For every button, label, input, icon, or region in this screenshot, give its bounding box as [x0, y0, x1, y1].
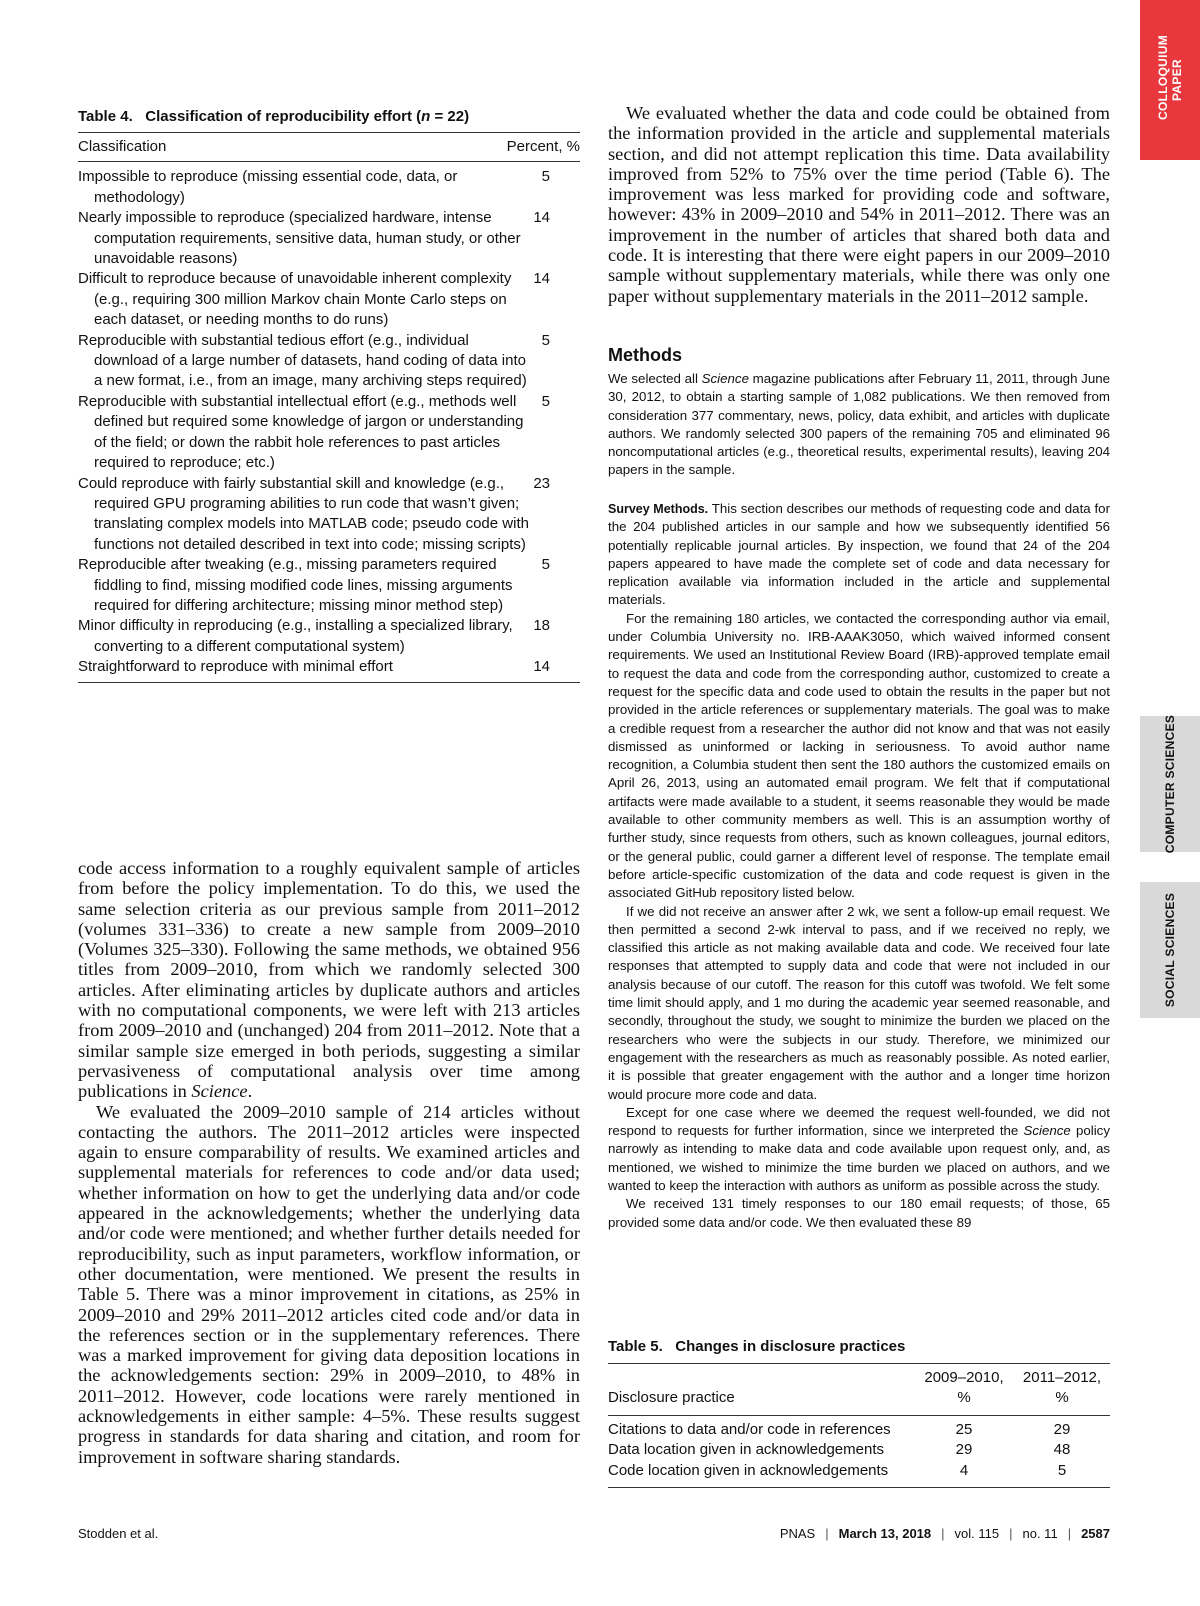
- footer-authors: Stodden et al.: [78, 1526, 159, 1541]
- table5-cell-2011: 29: [1053, 1420, 1071, 1438]
- table4-cell-value: 5: [541, 392, 550, 410]
- table5-cell-2009: 29: [955, 1441, 973, 1459]
- table4-cell-label: Reproducible with substantial intellectual effort (e.g., methods well defined but required some knowledge of jargon or understanding of the field; or down the rabbit hole references to past articles required to reproduce; etc.): [78, 392, 524, 472]
- table5-header: [608, 1364, 1110, 1416]
- methods-p1-italic: Science: [701, 371, 749, 386]
- table4-cell-label: Reproducible after tweaking (e.g., missing parameters required fiddling to find, missing modified code lines, missing arguments required for differing architecture; missing minor method step): [78, 556, 513, 614]
- table-row: [608, 1461, 1110, 1481]
- survey-methods-runin-heading: Survey Methods.: [608, 502, 709, 516]
- footer-separator: |: [1067, 1526, 1072, 1541]
- table4-cell-label: Nearly impossible to reproduce (specialized hardware, intense computation requirements, sensitive data, human study, or other unavoidable reasons): [78, 209, 521, 268]
- table4-cell-label: Reproducible with substantial tedious effort (e.g., individual download of a large number of datasets, hand coding of data into a new format, i.e., from an image, many archiving steps required): [78, 331, 527, 390]
- table4-cell-value: 14: [533, 270, 550, 288]
- table5: [608, 1363, 1110, 1488]
- table4: [78, 132, 580, 683]
- methods-p1-a: We selected all: [608, 371, 702, 386]
- footer-separator: |: [825, 1526, 829, 1541]
- table4-caption-n: n: [421, 108, 431, 125]
- computer-sciences-tab: [1140, 716, 1200, 852]
- table5-cell-practice: Data location given in acknowledgements: [608, 1441, 884, 1459]
- left-p1-text: code access information to a roughly equivalent sample of articles from before the policy implementation. To do this, we used the same selection criteria as our previous sample from 2011–2012 (volumes 331–336) to create a new sample from 2009–2010 (Volumes 325–330). Following the same methods, we obtained 956 titles from 2009–2010, from which we randomly selected 300 articles. After eliminating articles by duplicate authors and articles with no computational components, we were left with 213 articles from 2009–2010 and (unchanged) 204 from 2011–2012. Note that a similar sample size emerged in both periods, suggesting a similar pervasiveness of computational analysis over time among publications in: [78, 858, 580, 1102]
- table5-col-2009-line1: 2009–2010,: [924, 1369, 1004, 1386]
- survey-paragraph-2: For the remaining 180 articles, we contacted the corresponding author via email, under Columbia University no. IRB-AAAK3050, which waived informed consent requirements. We used an Institutional Review Board (IRB)-approved template email to request the data and code from the corresponding author, customized to create a request for the specific data and code used to obtain the results in the paper but not provided in the article references or supplementary materials. The goal was to make a credible request from a researcher the author did not know and that was not easily dismissed as uninformed or lacking in seriousness. To avoid author name recognition, a Columbia student then sent the 180 authors the customized emails on April 26, 2013, using an automated email program. We felt that if computational artifacts were made available to a student, it seems reasonable they would be made available to other community members as well. This is an assumption worthy of further study, since requests from others, such as known colleagues, journal editors, or the general public, could garner a different level of response. The template email before article-specific customization of the data and code request is given in the associated GitHub repository listed below.: [608, 610, 1110, 901]
- table5-caption: [608, 1337, 905, 1357]
- footer-date: March 13, 2018: [838, 1526, 932, 1541]
- colloquium-paper-tab: [1140, 0, 1200, 160]
- table4-cell-value: 5: [541, 168, 550, 186]
- survey-paragraph-4: [608, 1104, 1110, 1195]
- table4-cell-value: 5: [541, 556, 550, 574]
- left-paragraph-1: [78, 858, 580, 1102]
- table5-col-practice: Disclosure practice: [608, 1389, 735, 1407]
- table5-col-2011: [1014, 1368, 1110, 1409]
- left-p1-italic: Science: [191, 1081, 248, 1102]
- table4-cell-label: Could reproduce with fairly substantial skill and knowledge (e.g., required GPU programing abilities to run code that wasn’t given; translating complex models into MATLAB code; pseudo code with functions not detailed described in text into code; missing scripts): [78, 474, 529, 553]
- table-row: [78, 474, 580, 556]
- table-row: [78, 167, 580, 208]
- survey-p4-a: Except for one case where we deemed the request well-founded, we did not respond to requests for further information, since we interpreted the: [608, 1104, 1110, 1139]
- methods-heading: Methods: [608, 345, 682, 365]
- table5-cell-2009: 25: [955, 1420, 973, 1438]
- survey-paragraph-5: We received 131 timely responses to our 180 email requests; of those, 65 provided some data and/or code. We then evaluated these 89: [608, 1196, 1110, 1230]
- footer-separator: |: [941, 1526, 945, 1541]
- table4-col-percent: Percent, %: [506, 138, 580, 155]
- computer-sciences-label: COMPUTER SCIENCES: [1163, 714, 1178, 854]
- survey-paragraph-1: [608, 500, 1110, 610]
- table5-col-2011-line2: %: [1055, 1389, 1069, 1407]
- footer-separator: |: [1009, 1526, 1013, 1541]
- table4-caption-title: Classification of reproducibility effort (: [145, 108, 422, 125]
- table4-cell-value: 14: [533, 209, 550, 227]
- table5-cell-practice: Citations to data and/or code in references: [608, 1420, 891, 1438]
- survey-methods-text: [608, 500, 1110, 1232]
- table4-cell-label: Difficult to reproduce because of unavoidable inherent complexity (e.g., requiring 300 million Markov chain Monte Carlo steps on each dataset, or needing months to do runs): [78, 270, 512, 329]
- table4-caption: [78, 107, 580, 127]
- right-intro-text: We evaluated whether the data and code could be obtained from the information provided in the article and supplemental materials section, and did not attempt replication this time. Data availability improved from 52% to 75% over the time period (Table 6). The improvement was less marked for providing code and software, however: 43% in 2009–2010 and 54% in 2011–2012. There was an improvement in the number of articles that shared both data and code. It is interesting that there were eight papers in our 2009–2010 sample without supplementary materials, while there was only one paper without supplementary materials in the 2011–2012 sample.: [608, 103, 1110, 306]
- methods-paragraph: [608, 370, 1110, 480]
- table-row: [78, 657, 580, 677]
- table-row: [78, 392, 580, 474]
- social-sciences-tab: [1140, 882, 1200, 1018]
- table4-cell-label: Minor difficulty in reproducing (e.g., installing a specialized library, converting to a different computational system): [78, 617, 513, 655]
- table5-cell-2011: 5: [1057, 1461, 1067, 1479]
- table4-body: [78, 167, 580, 681]
- table-row: [78, 208, 580, 269]
- left-paragraph-2: We evaluated the 2009–2010 sample of 214 articles without contacting the authors. The 2011–2012 articles were inspected again to ensure comparability of results. We examined articles and supplemental materials for references to code and/or data used; whether information on how to get the underlying data and/or code appeared in the acknowledgements; whether the underlying data and/or code were mentioned; and whether further details needed for reproducibility, such as input parameters, workflow information, or other documentation, were mentioned. We present the results in Table 5. There was a minor improvement in citations, as 25% in 2009–2010 and 29% 2011–2012 articles cited code and/or data in the references section or in the supplementary references. There was a marked improvement for giving data deposition locations in the acknowledgements section: 29% in 2009–2010, to 48% in 2011–2012. However, code locations were rarely mentioned in acknowledgements in either sample: 4–5%. These results suggest progress in standards for data sharing and citation, and room for improvement in software sharing standards.: [78, 1101, 580, 1467]
- footer-volume: vol. 115: [954, 1526, 1000, 1541]
- table-row: [78, 331, 580, 392]
- left-p1-end: .: [247, 1081, 253, 1102]
- table5-caption-title: Changes in disclosure practices: [675, 1338, 906, 1355]
- table5-body: [608, 1420, 1110, 1487]
- table-row: [608, 1440, 1110, 1460]
- table-row: [608, 1420, 1110, 1440]
- footer-issue: no. 11: [1022, 1526, 1058, 1541]
- table5-caption-prefix: Table 5.: [608, 1338, 663, 1355]
- footer-citation: [780, 1526, 1110, 1541]
- table4-cell-value: 23: [533, 474, 550, 492]
- table4-col-classification: Classification: [78, 138, 167, 155]
- survey-p4-b: policy narrowly as intending to make data and code available upon request only, and, as mentioned, we wished to minimize the time burden we placed on authors, and we wanted to keep the interaction with authors as uniform as possible across the study.: [608, 1123, 1110, 1193]
- footer-page: 2587: [1081, 1526, 1110, 1541]
- table4-cell-value: 14: [533, 658, 550, 676]
- table4-cell-value: 5: [541, 331, 550, 349]
- survey-p4-italic: Science: [1023, 1123, 1071, 1139]
- table4-header: [78, 133, 580, 162]
- table4-cell-value: 18: [533, 617, 550, 635]
- table4-cell-label: Impossible to reproduce (missing essential code, data, or methodology): [78, 168, 458, 206]
- table5-cell-2009: 4: [959, 1461, 969, 1479]
- methods-text: [608, 370, 1110, 480]
- footer-journal: PNAS: [779, 1526, 816, 1541]
- table5-col-2009: [914, 1368, 1014, 1409]
- methods-p1-b: magazine publications after February 11, 2011, through June 30, 2012, to obtain a starting sample of 1,082 publications. We then removed from consideration 377 commentary, news, policy, data exhibit, and articles with duplicate authors. We randomly selected 300 papers of the remaining 705 and eliminated 96 noncomputational articles (e.g., theoretical results, experimental results), leaving 204 papers in the sample.: [608, 371, 1111, 478]
- table5-col-2011-line1: 2011–2012,: [1022, 1369, 1102, 1386]
- table4-cell-label: Straightforward to reproduce with minimal effort: [78, 658, 393, 676]
- table5-cell-practice: Code location given in acknowledgements: [608, 1461, 889, 1479]
- left-body-text: [78, 858, 580, 1467]
- table-row: [78, 616, 580, 657]
- right-intro-paragraph: [608, 103, 1110, 306]
- colloquium-paper-label: COLLOQUIUM PAPER: [1156, 35, 1184, 120]
- table-row: [78, 555, 580, 616]
- table5-col-2009-line2: %: [957, 1389, 971, 1407]
- table4-caption-suffix: = 22): [430, 108, 470, 125]
- table5-cell-2011: 48: [1053, 1441, 1071, 1459]
- table-row: [78, 269, 580, 330]
- survey-p1-text: This section describes our methods of requesting code and data for the 204 published articles in our sample and how we subsequently identified 56 potentially replicable journal articles. By inspection, we found that 24 of the 204 papers appeared to have made the complete set of code and data necessary for replication available via information included in the article and supplemental materials.: [608, 501, 1111, 608]
- survey-paragraph-3: If we did not receive an answer after 2 wk, we sent a follow-up email request. We then permitted a second 2-wk interval to pass, and if we received no reply, we classified this article as not making available data and code. We received four late responses that attempted to supply data and code that were not included in our analysis because of our cutoff. The reason for this cutoff was twofold. We felt some time limit should apply, and 1 mo during the academic year seemed reasonable, and secondly, throughout the study, we sought to minimize the burden we placed on the researchers who were the subjects in our study. Therefore, we minimized our engagement with the researchers as much as reasonably possible. As noted earlier, it is possible that greater engagement with the author and a longer time horizon would procure more code and data.: [608, 903, 1110, 1102]
- table4-caption-prefix: Table 4.: [78, 108, 133, 125]
- social-sciences-label: SOCIAL SCIENCES: [1163, 892, 1177, 1008]
